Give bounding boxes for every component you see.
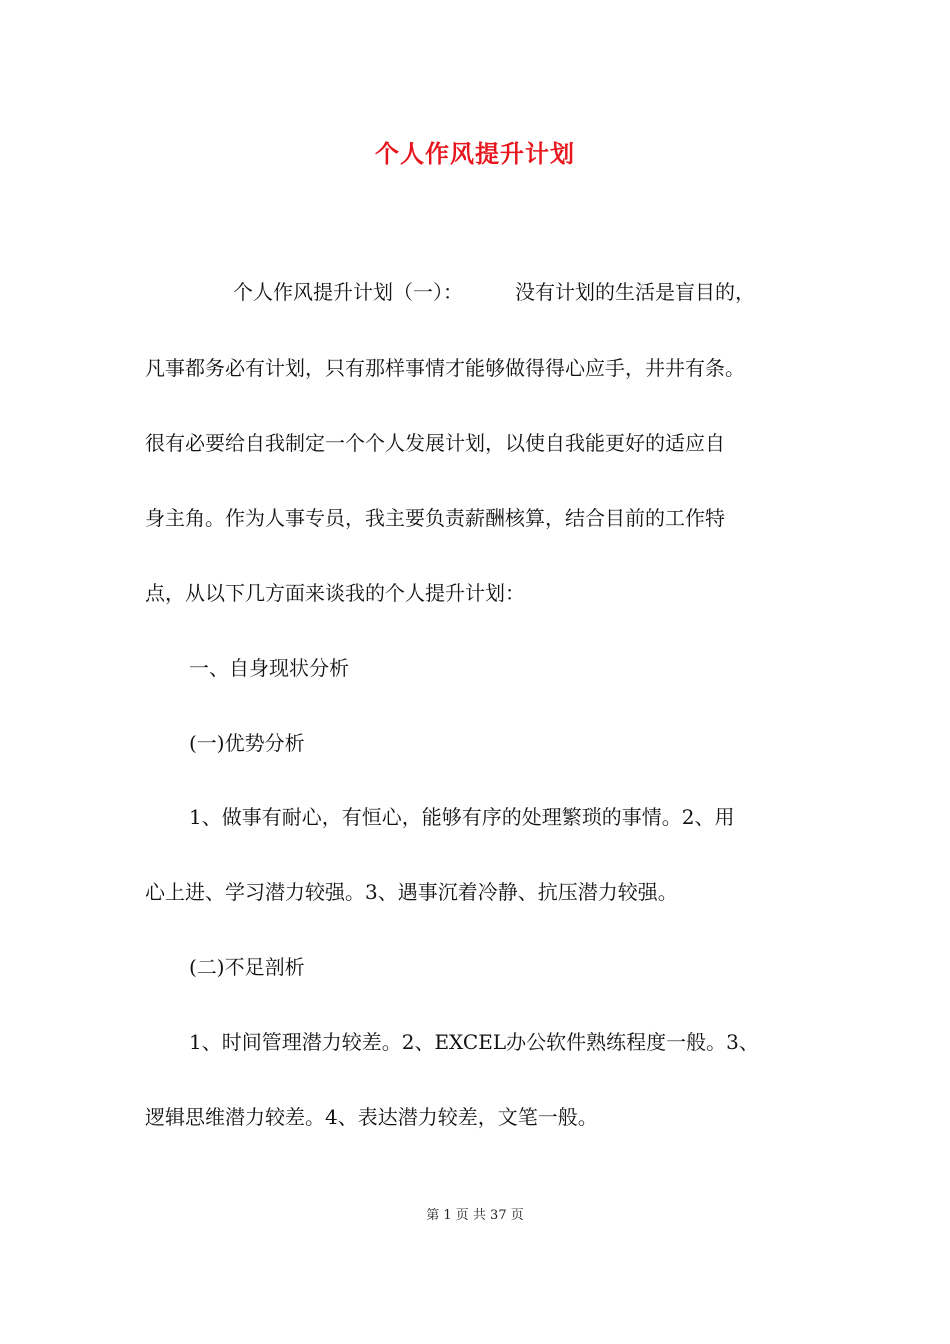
body-line: 凡事都务必有计划，只有那样事情才能够做得得心应手，井井有条。 [145, 356, 745, 380]
subsection-heading: (一)优势分析 [189, 731, 305, 755]
body-line: 逻辑思维潜力较差。4、表达潜力较差，文笔一般。 [145, 1105, 598, 1129]
intro-label: 个人作风提升计划（一）： [233, 280, 463, 304]
intro-text: 没有计划的生活是盲目的， [515, 280, 755, 304]
subsection-heading: (二)不足剖析 [189, 955, 305, 979]
body-line: 很有必要给自我制定一个个人发展计划，以使自我能更好的适应自 [145, 431, 725, 455]
body-line: 1、时间管理潜力较差。2、EXCEL办公软件熟练程度一般。3、 [189, 1030, 759, 1054]
body-line: 身主角。作为人事专员，我主要负责薪酬核算，结合目前的工作特 [145, 506, 725, 530]
intro-paragraph-line [233, 276, 903, 308]
section-heading: 一、自身现状分析 [189, 656, 349, 680]
body-line: 心上进、学习潜力较强。3、遇事沉着冷静、抗压潜力较强。 [145, 880, 678, 904]
body-line: 1、做事有耐心，有恒心，能够有序的处理繁琐的事情。2、用 [189, 805, 735, 829]
body-line: 点，从以下几方面来谈我的个人提升计划： [145, 581, 525, 605]
page-footer: 第 1 页 共 37 页 [426, 1208, 524, 1223]
page-title: 个人作风提升计划 [375, 139, 575, 168]
